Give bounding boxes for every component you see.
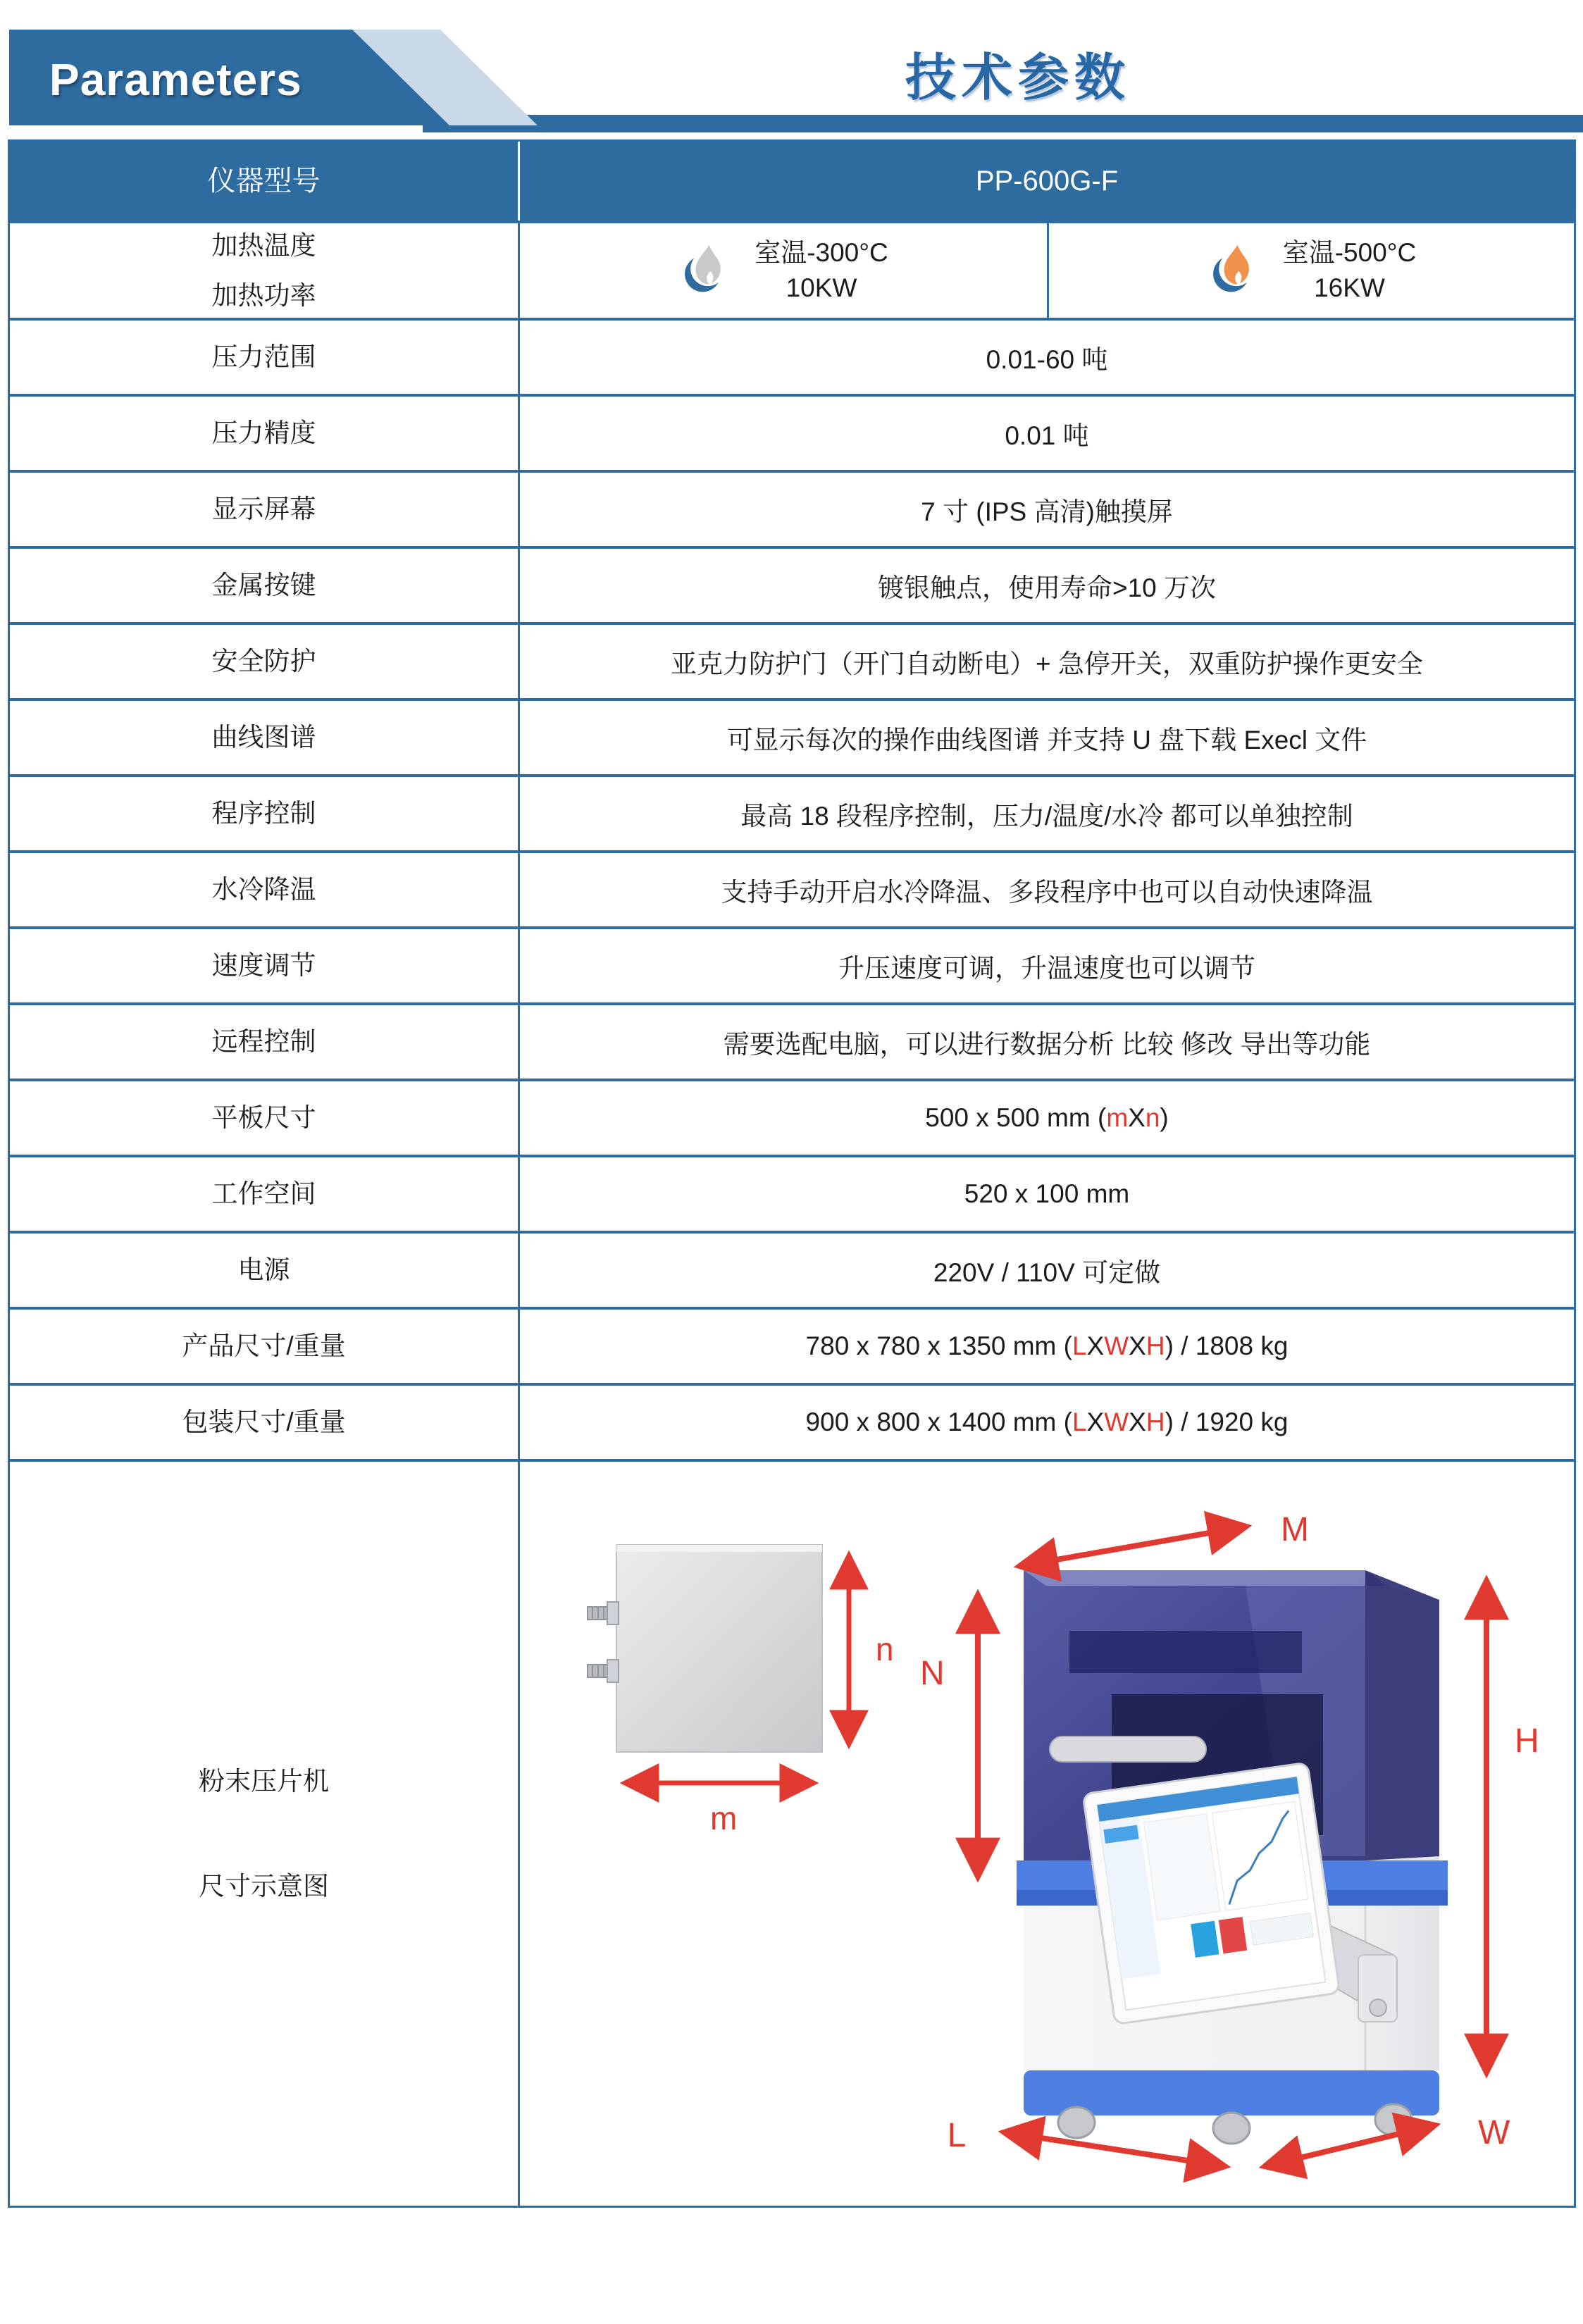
row-label: 电源 [10, 1234, 520, 1307]
table-row [10, 470, 1574, 546]
table-row [10, 318, 1574, 394]
table-row [10, 774, 1574, 850]
table-row [10, 622, 1574, 698]
table-row-plate-size [10, 1079, 1574, 1155]
row-label: 程序控制 [10, 777, 520, 850]
row-value: 升压速度可调，升温速度也可以调节 [838, 954, 1255, 983]
model-label: 仪器型号 [10, 142, 520, 220]
row-value: 支持手动开启水冷降温、多段程序中也可以自动快速降温 [721, 878, 1373, 907]
row-value: 0.01-60 吨 [986, 345, 1108, 374]
heating-high-temp: 室温-500°C [1282, 237, 1417, 267]
table-row-dimension-diagram [10, 1459, 1574, 2206]
plate-fitting-bottom [588, 1660, 619, 1682]
dim-label-M: M [1281, 1511, 1309, 1548]
dimension-diagram [520, 1462, 1574, 2206]
model-value: PP-600G-F [975, 165, 1119, 197]
banner-label: Parameters [49, 54, 302, 105]
heating-low-power: 10KW [786, 273, 857, 302]
plate-fitting-top [588, 1602, 619, 1624]
dim-arrow-L [1005, 2132, 1224, 2166]
flame-icon-gray [678, 242, 736, 299]
row-label: 包装尺寸/重量 [10, 1386, 520, 1459]
dim-arrow-W [1265, 2125, 1434, 2166]
table-row-package-size [10, 1383, 1574, 1459]
dim-label-n: n [876, 1631, 894, 1667]
dim-label-N: N [920, 1655, 945, 1692]
row-label: 曲线图谱 [10, 701, 520, 774]
header-rule-bar [423, 115, 1583, 132]
page-title: 技术参数 [905, 50, 1131, 106]
row-label: 远程控制 [10, 1005, 520, 1079]
row-label: 工作空间 [10, 1157, 520, 1231]
table-row-power [10, 1231, 1574, 1307]
row-value: 7 寸 (IPS 高清)触摸屏 [921, 497, 1173, 526]
row-value: 520 x 100 mm [964, 1179, 1130, 1208]
row-value: 需要选配电脑，可以进行数据分析 比较 修改 导出等功能 [723, 1030, 1371, 1059]
diagram-label-line2: 尺寸示意图 [199, 1872, 329, 1901]
row-value: 900 x 800 x 1400 mm ( L X W X H ) / 1920 kg [805, 1408, 1289, 1436]
table-row [10, 1002, 1574, 1079]
flame-icon-orange [1207, 242, 1265, 299]
dim-label-m: m [710, 1800, 738, 1837]
row-label: 速度调节 [10, 929, 520, 1002]
heating-option-low [520, 223, 1047, 318]
machine-illustration [1017, 1570, 1448, 2144]
parameters-table [8, 139, 1576, 2208]
machine-touchscreen [1083, 1763, 1340, 2025]
row-value: 可显示每次的操作曲线图谱 并支持 U 盘下载 Execl 文件 [726, 726, 1367, 754]
table-row-product-size [10, 1307, 1574, 1383]
row-label: 压力精度 [10, 397, 520, 470]
table-row-heating [10, 220, 1574, 318]
heating-low-temp: 室温-300°C [755, 237, 888, 267]
page-header [0, 0, 1583, 139]
row-value: 亚克力防护门（开门自动断电）+ 急停开关，双重防护操作更安全 [671, 650, 1423, 678]
table-row [10, 698, 1574, 774]
dim-label-H: H [1515, 1722, 1539, 1760]
row-value: 780 x 780 x 1350 mm ( L X W X H ) / 1808 kg [805, 1331, 1289, 1360]
diagram-label-line1: 粉末压片机 [199, 1766, 329, 1796]
table-row [10, 850, 1574, 926]
row-label: 产品尺寸/重量 [10, 1310, 520, 1383]
row-label: 金属按键 [10, 549, 520, 622]
row-value: 最高 18 段程序控制，压力/温度/水冷 都可以单独控制 [740, 802, 1353, 831]
table-row-workspace [10, 1155, 1574, 1231]
table-row [10, 394, 1574, 470]
row-label: 水冷降温 [10, 853, 520, 926]
row-label: 压力范围 [10, 321, 520, 394]
dim-label-L: L [947, 2117, 967, 2154]
heating-high-power: 16KW [1314, 273, 1385, 302]
row-value: 0.01 吨 [1005, 421, 1089, 450]
table-row [10, 546, 1574, 622]
table-row-model [10, 142, 1574, 220]
row-label: 平板尺寸 [10, 1081, 520, 1155]
dim-label-W: W [1478, 2114, 1510, 2151]
heating-option-high [1047, 223, 1574, 318]
row-label: 显示屏幕 [10, 473, 520, 546]
row-value: 镀银触点，使用寿命>10 万次 [877, 573, 1217, 602]
dim-arrow-M [1020, 1527, 1246, 1566]
row-value: 500 x 500 mm ( m X n ) [925, 1103, 1169, 1132]
heating-label-line2: 加热功率 [211, 281, 316, 310]
row-value: 220V / 110V 可定做 [933, 1258, 1161, 1287]
plate-illustration [588, 1545, 822, 1752]
table-row [10, 926, 1574, 1002]
row-label: 安全防护 [10, 625, 520, 698]
heating-label-line1: 加热温度 [211, 230, 316, 260]
